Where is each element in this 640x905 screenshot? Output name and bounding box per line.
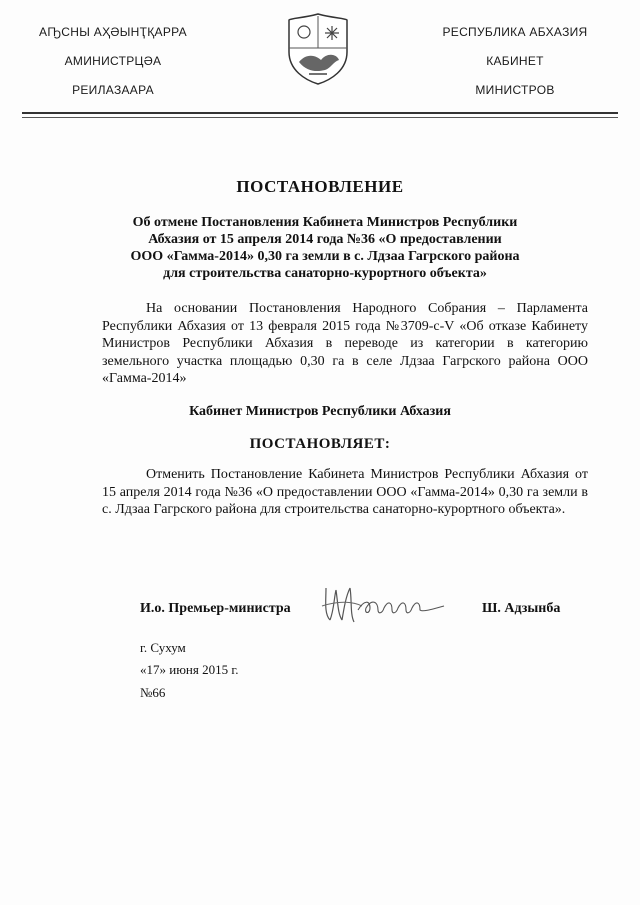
header-right-block [430,24,600,111]
header-divider-thin [22,117,618,118]
signatory-name: Ш. Адзынба [482,601,561,616]
issue-date: «17» июня 2015 г. [140,662,239,677]
header-right-line-1: РЕСПУБЛИКА АБХАЗИЯ [442,25,588,39]
header-left-line-2: АМИНИСТРЦӘА [64,54,162,68]
header-right-line-2: КАБИНЕТ [486,54,544,68]
preamble-paragraph: На основании Постановления Народного Собрания – Парламента Республики Абхазия от 13 февраля 2015 года №3709-с-V «Об отказе Кабинету Министров Республики Абхазия в переводе из категории в категорию земельного участка площадью 0,30 га в селе Лдзаа Гагрского района ООО «Гамма-2014» [102,301,588,386]
subject-line-1: Об отмене Постановления Кабинета Министров Республики [132,215,518,230]
handwritten-signature-icon [320,580,450,630]
document-subject [110,214,540,282]
header-right-line-3: МИНИСТРОВ [475,83,555,97]
subject-line-3: ООО «Гамма-2014» 0,30 га земли в с. Лдзаа Гагрского района [130,249,520,264]
header-left-line-3: РЕИЛАЗААРА [72,83,154,97]
document-title: ПОСТАНОВЛЕНИЕ [236,177,404,196]
issue-city: г. Сухум [140,640,186,655]
state-emblem-icon [287,12,349,86]
resolution-paragraph: Отменить Постановление Кабинета Министров Республики Абхазия от 15 апреля 2014 года №36 «О предоставлении ООО «Гамма-2014» 0,30 га земли в с. Лдзаа Гагрского района для строительства санаторно-курортного объекта». [102,467,588,517]
header-divider-thick [22,112,618,114]
subject-line-2: Абхазия от 15 апреля 2014 года №36 «О предоставлении [148,232,502,247]
signatory-title: И.о. Премьер-министра [140,601,291,616]
header-left-block [28,24,198,111]
header-left-line-1: АҦСНЫ АҲӘЫНҬҚАРРА [39,25,187,39]
issuing-authority: Кабинет Министров Республики Абхазия [189,404,451,419]
subject-line-4: для строительства санаторно-курортного объекта» [163,266,487,281]
resolves-heading: ПОСТАНОВЛЯЕТ: [249,436,391,452]
document-number: №66 [140,685,166,700]
